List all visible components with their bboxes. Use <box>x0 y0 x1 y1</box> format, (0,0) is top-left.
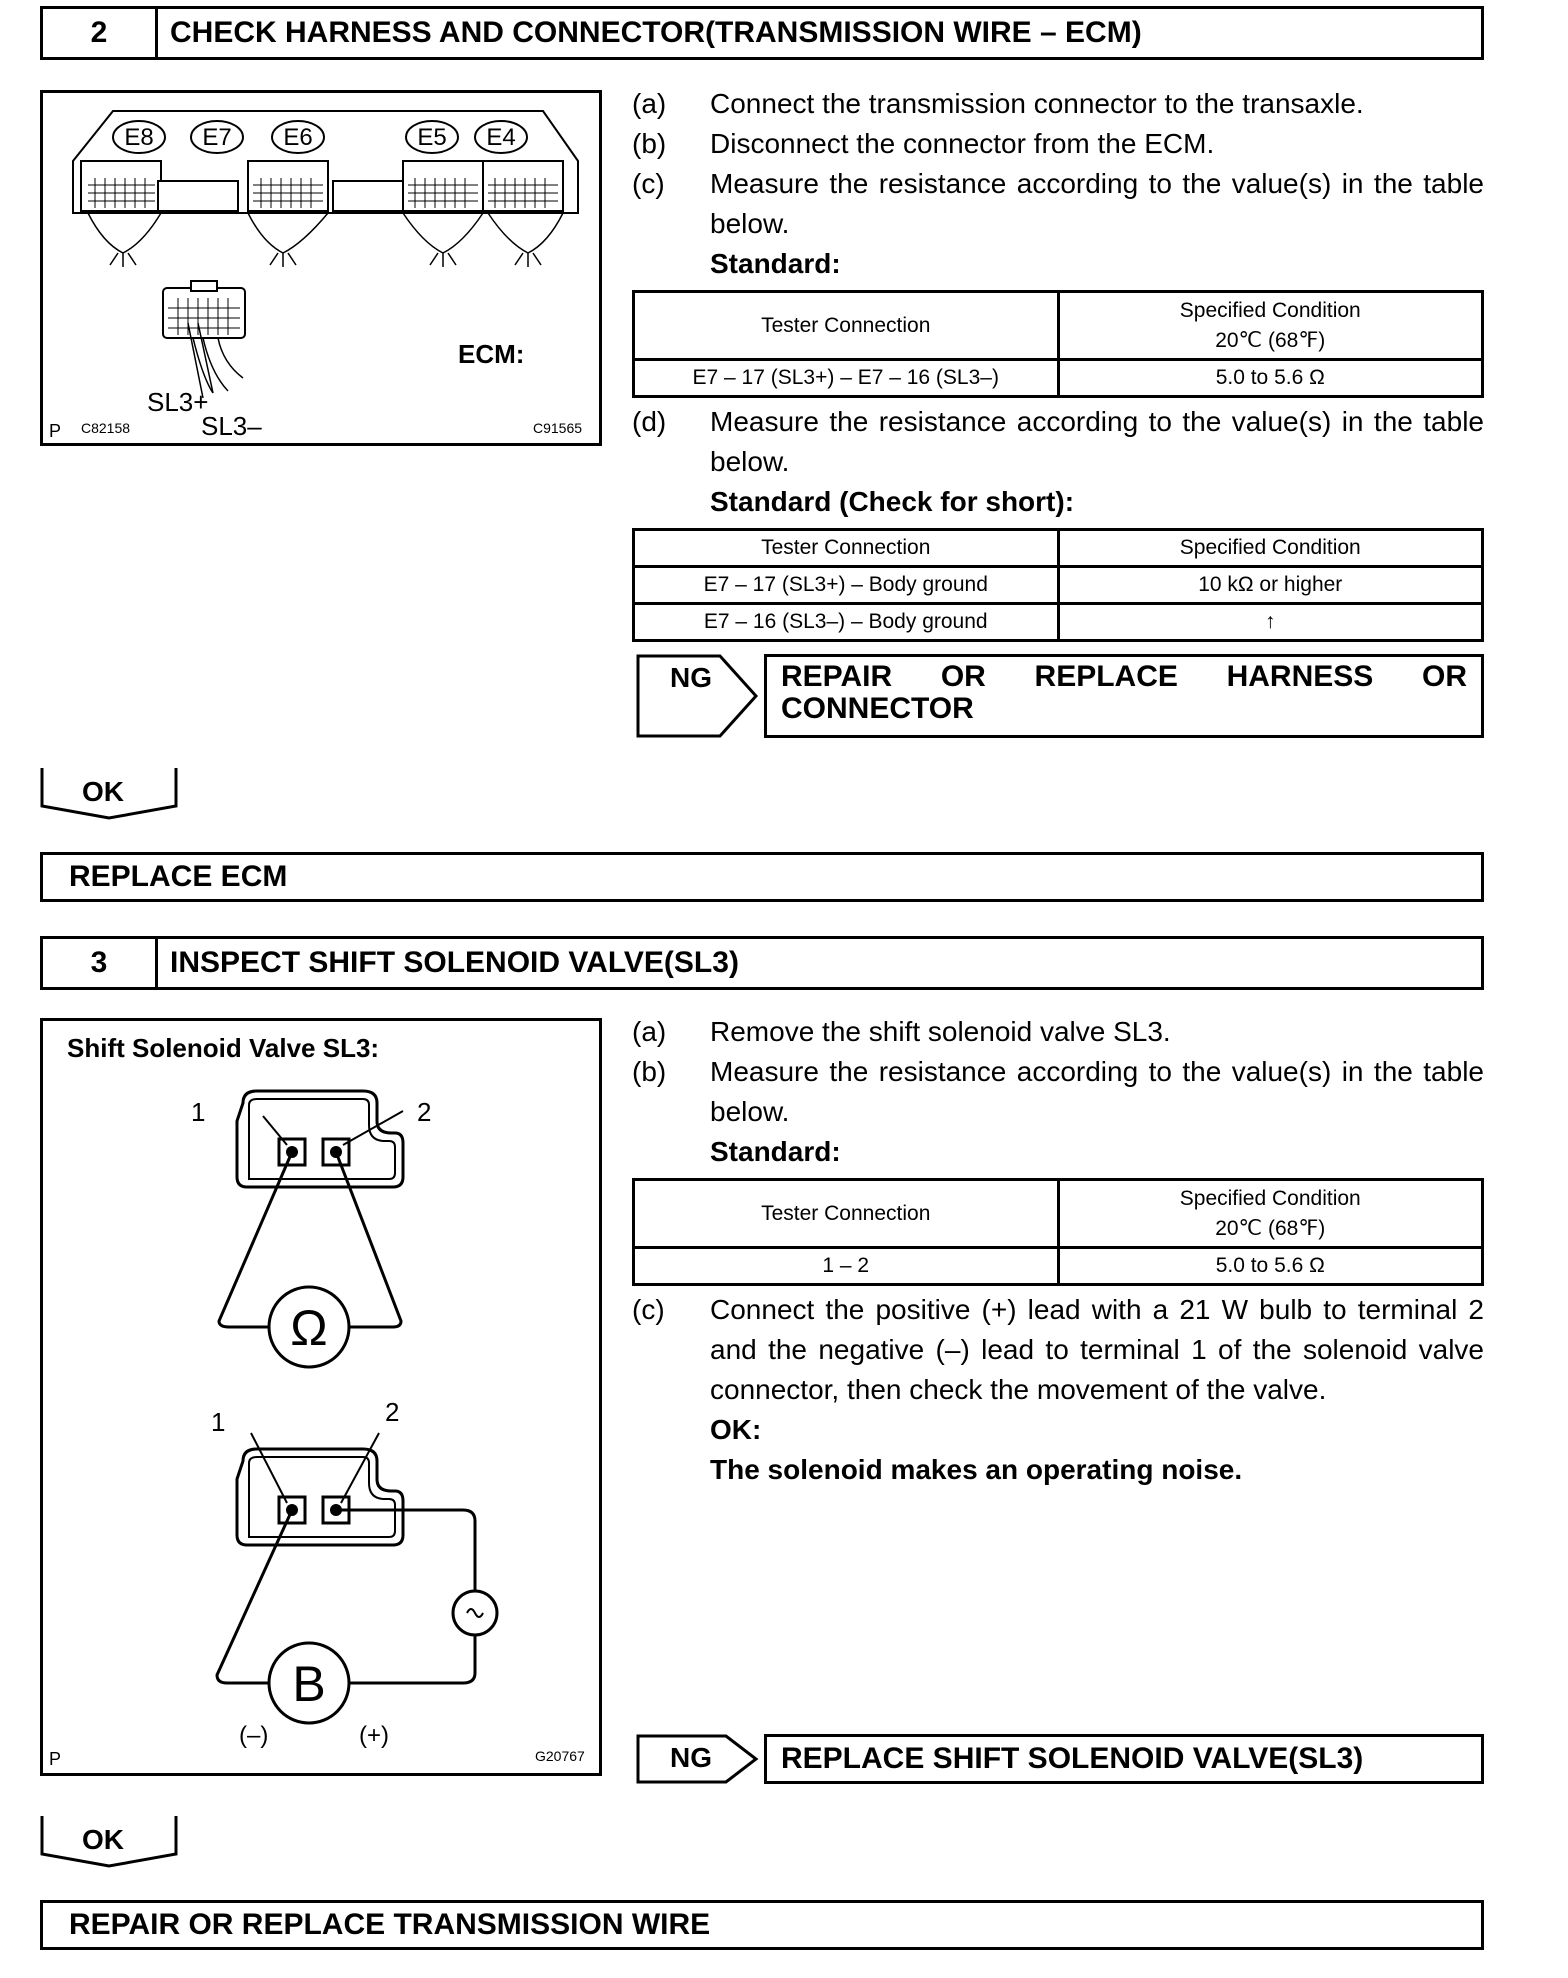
instruction-a: (a) Remove the shift solenoid valve SL3. <box>632 1016 1171 1047</box>
figure-code-right: C91565 <box>533 420 583 436</box>
step3-instruction-c: (c) Connect the positive (+) lead with a 21 W bulb to terminal 2 and the negative (–) lead to terminal 1 of the solenoid valve connector, then check the movement of the valve. OK: The solenoid makes an operating noise. <box>632 1290 1484 1490</box>
step2-header <box>40 6 1484 60</box>
resistance-table-3 <box>632 1178 1484 1286</box>
terminal-1-label: 1 <box>191 1097 206 1127</box>
step3-instructions <box>632 1012 1484 1172</box>
instruction-c: (c) Measure the resistance according to the value(s) in the table below. <box>632 168 1484 239</box>
standard-label: Standard: <box>710 248 841 279</box>
resistance-table-1 <box>632 290 1484 398</box>
negative-label: (–) <box>239 1722 269 1749</box>
step2-instructions <box>632 84 1484 284</box>
standard-row <box>632 244 1484 284</box>
connector-e8-label: E8 <box>124 124 154 151</box>
figure-code-left: C82158 <box>81 420 131 436</box>
ng-arrow-step3 <box>636 1734 760 1784</box>
step3-title: INSPECT SHIFT SOLENOID VALVE(SL3) <box>170 946 739 979</box>
sl3-minus-label: SL3– <box>201 411 262 441</box>
connector-labels <box>113 121 527 153</box>
step3-header <box>40 936 1484 990</box>
sl3-plus-label: SL3+ <box>147 387 209 417</box>
ok-action-text: REPAIR OR REPLACE TRANSMISSION WIRE <box>69 1908 711 1941</box>
table1-header-connection: Tester Connection <box>634 292 1059 360</box>
ecm-connector-diagram <box>43 93 599 443</box>
step2-number: 2 <box>43 9 158 57</box>
table2-header-connection: Tester Connection <box>634 530 1059 567</box>
terminal-2-label: 2 <box>417 1097 432 1127</box>
instruction-b: (b) Disconnect the connector from the ECM. <box>632 128 1215 159</box>
ok-action-box-step3 <box>40 1900 1484 1950</box>
solenoid-valve-diagram <box>43 1021 599 1773</box>
standard-row <box>632 1132 1484 1172</box>
table-row-connection: E7 – 17 (SL3+) – E7 – 16 (SL3–) <box>634 360 1059 397</box>
battery-symbol: B <box>292 1656 326 1712</box>
connector-e7-label: E7 <box>202 124 232 151</box>
table-row-connection: E7 – 17 (SL3+) – Body ground <box>634 567 1059 604</box>
table-row-condition: ↑ <box>1058 604 1483 641</box>
ok-arrow-step3 <box>40 1814 178 1868</box>
figure-title: Shift Solenoid Valve SL3: <box>67 1033 380 1063</box>
solenoid-valve-figure <box>40 1018 602 1776</box>
ok-action-text: REPLACE ECM <box>69 860 288 893</box>
ng-action-box-step3 <box>764 1734 1484 1784</box>
figure-page-mark: P <box>49 1749 62 1769</box>
ng-action-text: REPLACE SHIFT SOLENOID VALVE(SL3) <box>781 1742 1364 1775</box>
ok-label: OK <box>82 1824 124 1855</box>
ng-action-box-step2 <box>764 654 1484 738</box>
table-row-condition: 5.0 to 5.6 Ω <box>1058 1248 1483 1285</box>
figure-page-mark: P <box>49 421 62 441</box>
ok-action-box-step2 <box>40 852 1484 902</box>
connector-e5-label: E5 <box>417 124 447 151</box>
figure-code: G20767 <box>535 1748 585 1764</box>
connector-e4-label: E4 <box>486 124 516 151</box>
resistance-table-2 <box>632 528 1484 642</box>
step2-instruction-d: (d) Measure the resistance according to the value(s) in the table below. Standard (Check for short): <box>632 402 1484 522</box>
table3-header-connection: Tester Connection <box>634 1180 1059 1248</box>
ok-label: OK <box>82 776 124 807</box>
ecm-connector-figure <box>40 90 602 446</box>
ng-label: NG <box>670 1742 712 1773</box>
table-row-condition: 5.0 to 5.6 Ω <box>1058 360 1483 397</box>
table-row-connection: 1 – 2 <box>634 1248 1059 1285</box>
ng-arrow-step2 <box>636 654 760 738</box>
standard-label: Standard: <box>710 1136 841 1167</box>
connector-e6-label: E6 <box>283 124 313 151</box>
table-row-connection: E7 – 16 (SL3–) – Body ground <box>634 604 1059 641</box>
ok-heading: OK: <box>710 1414 762 1445</box>
step3-number: 3 <box>43 939 158 987</box>
ok-condition-text: The solenoid makes an operating noise. <box>710 1454 1243 1485</box>
ecm-label: ECM: <box>458 339 525 369</box>
ng-label: NG <box>670 662 712 693</box>
table1-header-condition: Specified Condition 20℃ (68℉) <box>1058 292 1483 360</box>
ok-arrow-step2 <box>40 766 178 820</box>
ng-action-text: REPAIR OR REPLACE HARNESS OR CONNECTOR <box>781 660 1467 725</box>
positive-label: (+) <box>359 1722 389 1749</box>
instruction-b: (b) Measure the resistance according to the value(s) in the table below. <box>632 1056 1484 1127</box>
terminal-2-label-lower: 2 <box>385 1397 400 1427</box>
table3-header-condition: Specified Condition 20℃ (68℉) <box>1058 1180 1483 1248</box>
ohm-symbol: Ω <box>290 1300 328 1356</box>
standard-short-label: Standard (Check for short): <box>710 486 1075 517</box>
table2-header-condition: Specified Condition <box>1058 530 1483 567</box>
step2-title: CHECK HARNESS AND CONNECTOR(TRANSMISSION WIRE – ECM) <box>170 16 1142 49</box>
instruction-a: (a) Connect the transmission connector to the transaxle. <box>632 88 1364 119</box>
terminal-1-label-lower: 1 <box>211 1407 226 1437</box>
table-row-condition: 10 kΩ or higher <box>1058 567 1483 604</box>
